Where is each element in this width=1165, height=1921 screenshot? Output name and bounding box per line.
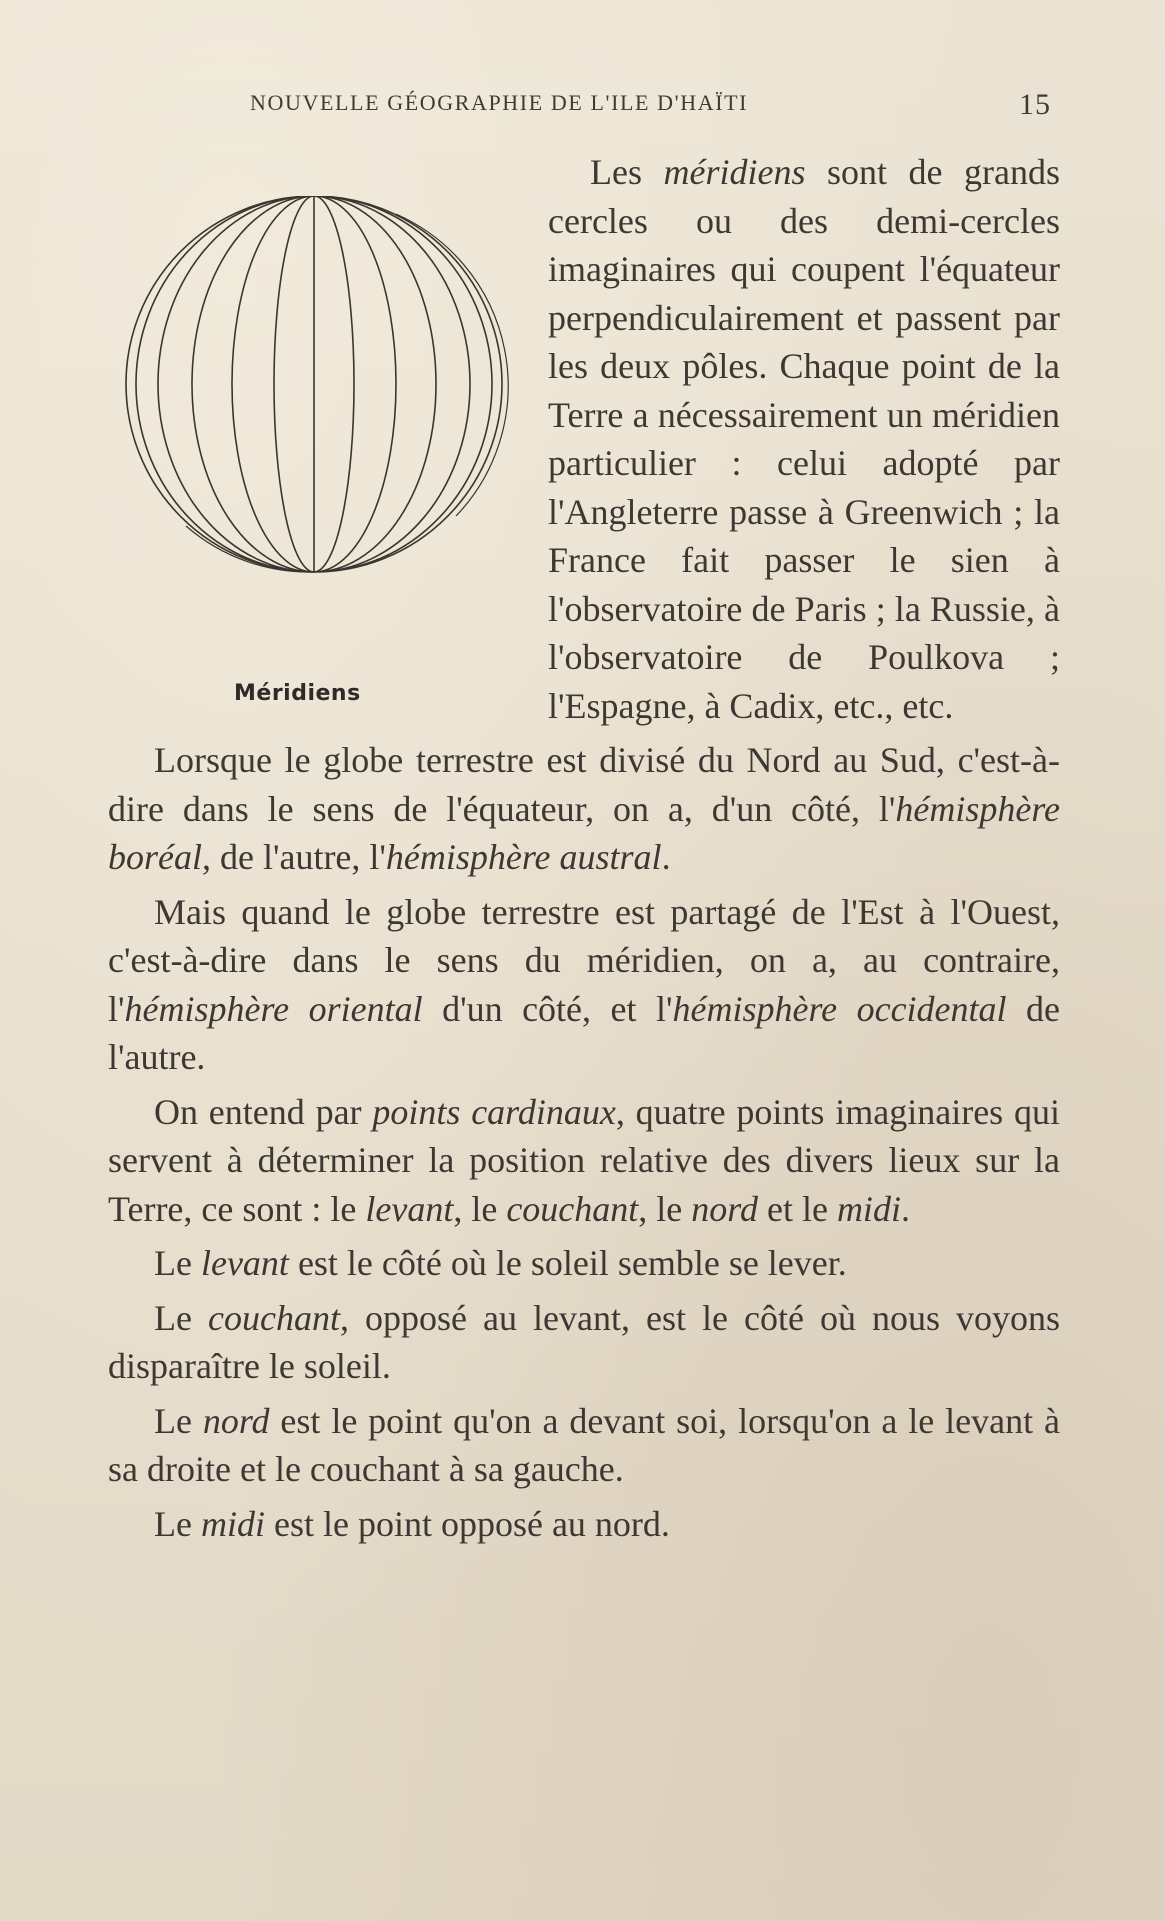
meridians-figure <box>102 196 532 722</box>
paragraph-meridiens: Les méridiens sont de grands cercles ou des demi-cercles imaginaires qui coupent l'équateur perpendiculairement et passent par les deux pôles. Chaque point de la Terre a nécessairement un méridien particulier : celui adopté par l'Angleterre passe à Greenwich ; la France fait passer le sien à l'observatoire de Paris ; la Russie, à l'observatoire de Poulkova ; l'Espagne, à Cadix, etc., etc. <box>548 152 1060 726</box>
paragraph-levant: Le levant est le côté où le soleil semble se lever. <box>154 1243 847 1283</box>
body-text <box>108 148 1060 1548</box>
paragraph-points-cardinaux: On entend par points cardinaux, quatre points imaginaires qui servent à déterminer la position relative des divers lieux sur la Terre, ce sont : le levant, le couchant, le nord et le midi. <box>108 1091 1060 1229</box>
running-title: NOUVELLE GÉOGRAPHIE DE L'ILE D'HAÏTI <box>250 90 749 115</box>
paragraph-midi: Le midi est le point opposé au nord. <box>154 1503 670 1544</box>
paragraph-hemispheres-nord-sud: Lorsque le globe terrestre est divisé du Nord au Sud, c'est-à-dire dans le sens de l'équateur, on a, d'un côté, l'hémisphère boréal, de l'autre, l'hémisphère austral. <box>108 740 1060 877</box>
running-header <box>108 88 1055 128</box>
paragraph-hemispheres-est-ouest: Mais quand le globe terrestre est partagé de l'Est à l'Ouest, c'est-à-dire dans le sens du méridien, on a, au contraire, l'hémisphère oriental d'un côté, et l'hémisphère occidental de l'autre. <box>108 891 1061 1077</box>
paragraph-nord: Le nord est le point qu'on a devant soi, lorsqu'on a le levant à sa droite et le couchant à sa gauche. <box>108 1400 1061 1489</box>
figure-caption: Méridiens <box>234 681 361 706</box>
paragraph-couchant: Le couchant, opposé au levant, est le côté où nous voyons disparaître le soleil. <box>108 1297 1061 1386</box>
page-number: 15 <box>1019 88 1051 121</box>
globe-meridians-illustration <box>116 196 516 596</box>
